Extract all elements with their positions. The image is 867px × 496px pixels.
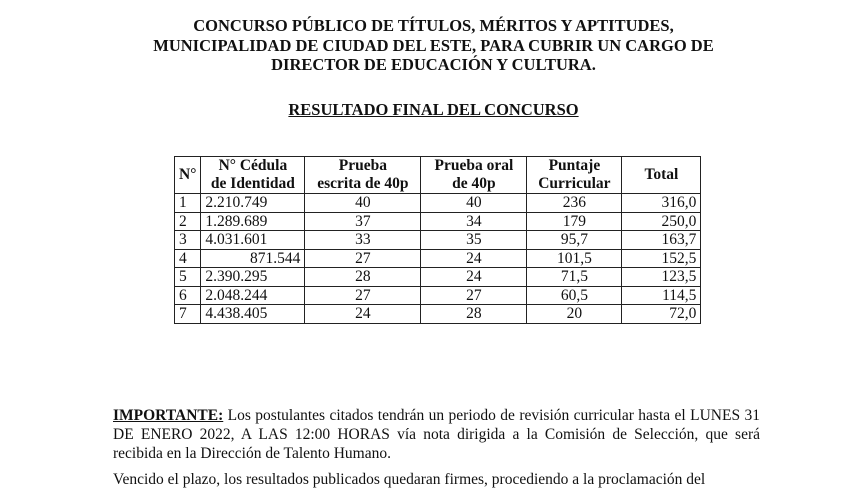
table-row [175,286,701,305]
cell-escrita: 28 [305,268,421,287]
cell-n: 7 [175,305,201,324]
cell-total: 152,5 [622,249,701,268]
cell-oral: 35 [421,231,527,250]
cell-escrita: 27 [305,286,421,305]
cell-total: 72,0 [622,305,701,324]
cell-oral: 34 [421,212,527,231]
cell-cedula: 2.210.749 [201,194,305,213]
table-row [175,268,701,287]
table-header-row [175,157,701,194]
cell-total: 163,7 [622,231,701,250]
table-row [175,249,701,268]
cell-escrita: 33 [305,231,421,250]
cell-puntaje: 71,5 [527,268,622,287]
cell-n: 1 [175,194,201,213]
cell-cedula: 4.031.601 [201,231,305,250]
cell-puntaje: 95,7 [527,231,622,250]
cell-escrita: 27 [305,249,421,268]
cell-oral: 28 [421,305,527,324]
header-escrita [305,157,421,194]
cell-escrita: 24 [305,305,421,324]
header-cedula [201,157,305,194]
cell-cedula: 1.289.689 [201,212,305,231]
cell-puntaje: 179 [527,212,622,231]
cell-n: 3 [175,231,201,250]
header-n: N° [175,157,201,194]
header-puntaje-line-1: Puntaje [548,157,601,174]
cell-n: 4 [175,249,201,268]
header-escrita-line-2: escrita de 40p [317,175,409,192]
cell-n: 2 [175,212,201,231]
cell-cedula: 2.048.244 [201,286,305,305]
header-oral [421,157,527,194]
header-cedula-line-2: de Identidad [210,175,295,192]
results-subtitle [0,100,867,120]
header-total: Total [622,157,701,194]
notice-label: IMPORTANTE: [113,407,224,424]
cell-puntaje: 20 [527,305,622,324]
cell-oral: 27 [421,286,527,305]
cell-total: 123,5 [622,268,701,287]
cell-puntaje: 60,5 [527,286,622,305]
notice-paragraph-2 [113,470,760,489]
results-subtitle-text: RESULTADO FINAL DEL CONCURSO [288,100,579,119]
cell-puntaje: 101,5 [527,249,622,268]
header-oral-line-1: Prueba oral [434,157,514,174]
cell-oral: 24 [421,268,527,287]
cell-n: 6 [175,286,201,305]
title-line-3: DIRECTOR DE EDUCACIÓN Y CULTURA. [271,55,596,74]
cell-oral: 24 [421,249,527,268]
cell-total: 114,5 [622,286,701,305]
title-line-2: MUNICIPALIDAD DE CIUDAD DEL ESTE, PARA CUBRIR UN CARGO DE [153,35,714,55]
document-title [0,16,867,75]
notice-text-2: Vencido el plazo, los resultados publicados quedaran firmes, procediendo a la proclamación del [113,471,706,488]
title-line-1: CONCURSO PÚBLICO DE TÍTULOS, MÉRITOS Y APTITUDES, [193,16,674,35]
header-oral-line-2: de 40p [452,175,496,192]
table-row [175,194,701,213]
table-row [175,305,701,324]
notice-text: Los postulantes citados tendrán un periodo de revisión curricular hasta el LUNES 31 DE ENERO 2022, A LAS 12:00 HORAS vía nota dirigida a la Comisión de Selección, que será recibida en la Dirección de Talento Humano. [113,407,760,462]
header-puntaje-line-2: Curricular [538,175,611,192]
cell-escrita: 37 [305,212,421,231]
cell-cedula: 2.390.295 [201,268,305,287]
cell-total: 316,0 [622,194,701,213]
cell-n: 5 [175,268,201,287]
results-table [174,156,701,324]
notice-paragraph [113,406,760,463]
table-row [175,212,701,231]
cell-total: 250,0 [622,212,701,231]
header-escrita-line-1: Prueba [338,157,388,174]
header-puntaje [527,157,622,194]
table-row [175,231,701,250]
cell-cedula: 4.438.405 [201,305,305,324]
header-cedula-line-1: N° Cédula [218,157,288,174]
cell-escrita: 40 [305,194,421,213]
cell-cedula: 871.544 [201,249,305,268]
cell-oral: 40 [421,194,527,213]
cell-puntaje: 236 [527,194,622,213]
